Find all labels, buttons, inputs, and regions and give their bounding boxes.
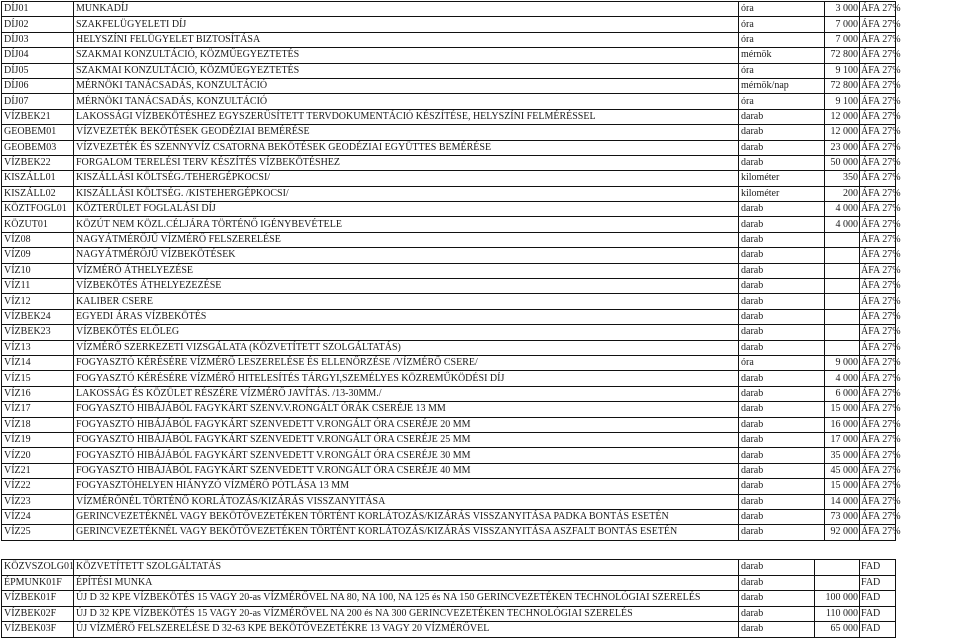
price-list-body bbox=[2, 2, 901, 541]
unit-cell: darab bbox=[739, 325, 825, 340]
description-cell: NAGYÁTMÉRŐJŰ VÍZBEKÖTÉSEK bbox=[74, 248, 739, 263]
unit-cell: darab bbox=[739, 263, 825, 278]
vat-cell: ÁFA 27% bbox=[860, 202, 896, 217]
table-row bbox=[2, 463, 896, 478]
description-cell: VÍZVEZETÉK ÉS SZENNYVÍZ CSATORNA BEKÖTÉSEK GEODÉZIAI EGYÜTTES BEMÉRÉSE bbox=[74, 140, 739, 155]
unit-cell: óra bbox=[739, 63, 825, 78]
item-code-cell: VÍZBEK02F bbox=[2, 606, 74, 622]
price-cell: 7 000 bbox=[825, 17, 860, 32]
item-code-cell: VÍZ18 bbox=[2, 417, 74, 432]
price-cell: 15 000 bbox=[825, 479, 860, 494]
table-row bbox=[2, 479, 896, 494]
item-code-cell: DÍJ03 bbox=[2, 32, 74, 47]
unit-cell: darab bbox=[739, 279, 825, 294]
price-cell bbox=[825, 232, 860, 247]
description-cell: ÚJ VÍZMÉRŐ FELSZERELÉSE D 32-63 KPE BEKÖTŐVEZETÉKRE 13 VAGY 20 VÍZMÉRŐVEL bbox=[74, 622, 739, 638]
description-cell: VÍZMÉRŐ ÁTHELYEZÉSE bbox=[74, 263, 739, 278]
description-cell: NAGYÁTMÉRŐJŰ VÍZMÉRŐ FELSZERELÉSE bbox=[74, 232, 739, 247]
description-cell: FOGYASZTÓ HIBÁJÁBÓL FAGYKÁRT SZENVEDETT V.RONGÁLT ÓRA CSERÉJE 40 MM bbox=[74, 463, 739, 478]
vat-cell: ÁFA 27% bbox=[860, 494, 896, 509]
item-code-cell: DÍJ07 bbox=[2, 94, 74, 109]
vat-cell: ÁFA 27% bbox=[860, 32, 896, 47]
price-cell: 9 000 bbox=[825, 355, 860, 370]
table-row bbox=[2, 560, 896, 576]
item-code-cell: KÖZTFOGL01 bbox=[2, 202, 74, 217]
description-cell: FOGYASZTÓ HIBÁJÁBÓL FAGYKÁRT SZENVEDETT V.RONGÁLT ÓRA CSERÉJE 25 MM bbox=[74, 432, 739, 447]
vat-cell: ÁFA 27% bbox=[860, 371, 896, 386]
price-cell: 4 000 bbox=[825, 217, 860, 232]
unit-cell: darab bbox=[739, 448, 825, 463]
table-row bbox=[2, 575, 896, 591]
unit-cell: óra bbox=[739, 32, 825, 47]
unit-cell: darab bbox=[739, 509, 825, 524]
unit-cell: darab bbox=[739, 386, 825, 401]
price-cell: 73 000 bbox=[825, 509, 860, 524]
unit-cell: óra bbox=[739, 2, 825, 17]
table-row bbox=[2, 202, 896, 217]
table-row bbox=[2, 248, 896, 263]
price-cell bbox=[825, 340, 860, 355]
unit-cell: óra bbox=[739, 355, 825, 370]
item-code-cell: VÍZ14 bbox=[2, 355, 74, 370]
intermediated-services-body bbox=[2, 560, 896, 638]
price-cell: 6 000 bbox=[825, 386, 860, 401]
description-cell: ÉPÍTÉSI MUNKA bbox=[74, 575, 739, 591]
table-row bbox=[2, 232, 896, 247]
description-cell: ÚJ D 32 KPE VÍZBEKÖTÉS 15 VAGY 20-as VÍZMÉRŐVEL NA 80, NA 100, NA 125 és NA 150 GERINCVEZETÉKEN TECHNOLÓGIAI SZERELÉS bbox=[74, 591, 739, 607]
price-cell: 12 000 bbox=[825, 109, 860, 124]
price-cell: 9 100 bbox=[825, 63, 860, 78]
table-row bbox=[2, 140, 896, 155]
table-row bbox=[2, 402, 896, 417]
price-cell: 35 000 bbox=[825, 448, 860, 463]
item-code-cell: VÍZ19 bbox=[2, 432, 74, 447]
price-cell: 17 000 bbox=[825, 432, 860, 447]
table-row bbox=[2, 591, 896, 607]
item-code-cell: VÍZ20 bbox=[2, 448, 74, 463]
vat-cell: ÁFA 27% bbox=[860, 155, 896, 170]
description-cell: FORGALOM TERELÉSI TERV KÉSZÍTÉS VÍZBEKÖTÉSHEZ bbox=[74, 155, 739, 170]
vat-cell: FAD bbox=[860, 606, 896, 622]
vat-cell: FAD bbox=[860, 622, 896, 638]
price-cell: 200 bbox=[825, 186, 860, 201]
item-code-cell: VÍZ13 bbox=[2, 340, 74, 355]
table-row bbox=[2, 525, 896, 540]
item-code-cell: GEOBEM03 bbox=[2, 140, 74, 155]
description-cell: FOGYASZTÓ HIBÁJÁBÓL FAGYKÁRT SZENV.V.RONGÁLT ÓRÁK CSERÉJE 13 MM bbox=[74, 402, 739, 417]
vat-cell: ÁFA 27% bbox=[860, 109, 896, 124]
unit-cell: darab bbox=[739, 417, 825, 432]
vat-cell: ÁFA 27% bbox=[860, 186, 896, 201]
intermediated-services-table bbox=[1, 559, 896, 638]
table-row bbox=[2, 171, 896, 186]
table-row bbox=[2, 63, 896, 78]
description-cell: KISZÁLLÁSI KÖLTSÉG. /KISTEHERGÉPKOCSI/ bbox=[74, 186, 739, 201]
item-code-cell: VÍZ25 bbox=[2, 525, 74, 540]
table-row bbox=[2, 494, 896, 509]
vat-cell: ÁFA 27% bbox=[860, 448, 896, 463]
vat-cell: ÁFA 27% bbox=[860, 78, 896, 93]
item-code-cell: DÍJ06 bbox=[2, 78, 74, 93]
table-row bbox=[2, 17, 896, 32]
unit-cell: darab bbox=[739, 402, 825, 417]
price-cell: 110 000 bbox=[815, 606, 860, 622]
description-cell: MÉRNÖKI TANÁCSADÁS, KONZULTÁCIÓ bbox=[74, 78, 739, 93]
price-cell: 65 000 bbox=[815, 622, 860, 638]
vat-cell: ÁFA 27% bbox=[860, 525, 896, 540]
price-cell bbox=[825, 325, 860, 340]
unit-cell: darab bbox=[739, 432, 825, 447]
table-row bbox=[2, 125, 896, 140]
item-code-cell: VÍZ08 bbox=[2, 232, 74, 247]
unit-cell: darab bbox=[739, 109, 825, 124]
price-cell: 3 000 bbox=[825, 2, 860, 17]
vat-cell: ÁFA 27% bbox=[860, 63, 896, 78]
unit-cell: mérnök bbox=[739, 48, 825, 63]
price-cell: 15 000 bbox=[825, 402, 860, 417]
price-cell: 72 800 bbox=[825, 78, 860, 93]
item-code-cell: GEOBEM01 bbox=[2, 125, 74, 140]
item-code-cell: VÍZBEK23 bbox=[2, 325, 74, 340]
unit-cell: darab bbox=[739, 155, 825, 170]
description-cell: VÍZVEZETÉK BEKÖTÉSEK GEODÉZIAI BEMÉRÉSE bbox=[74, 125, 739, 140]
unit-cell: mérnök/nap bbox=[739, 78, 825, 93]
vat-cell: ÁFA 27% bbox=[860, 463, 896, 478]
description-cell: KÖZÚT NEM KÖZL.CÉLJÁRA TÖRTÉNŐ IGÉNYBEVÉTELE bbox=[74, 217, 739, 232]
item-code-cell: DÍJ02 bbox=[2, 17, 74, 32]
price-cell bbox=[825, 263, 860, 278]
table-row bbox=[2, 94, 896, 109]
price-cell: 7 000 bbox=[825, 32, 860, 47]
price-cell: 9 100 bbox=[825, 94, 860, 109]
vat-cell: ÁFA 27% bbox=[860, 125, 896, 140]
vat-cell: FAD bbox=[860, 591, 896, 607]
item-code-cell: VÍZ21 bbox=[2, 463, 74, 478]
item-code-cell: KISZÁLL01 bbox=[2, 171, 74, 186]
item-code-cell: VÍZBEK03F bbox=[2, 622, 74, 638]
unit-cell: darab bbox=[739, 371, 825, 386]
item-code-cell: DÍJ04 bbox=[2, 48, 74, 63]
item-code-cell: VÍZBEK24 bbox=[2, 309, 74, 324]
description-cell: SZAKMAI KONZULTÁCIÓ, KÖZMŰEGYEZTETÉS bbox=[74, 63, 739, 78]
unit-cell: darab bbox=[739, 294, 825, 309]
description-cell: VÍZMÉRŐ SZERKEZETI VIZSGÁLATA (KÖZVETÍTETT SZOLGÁLTATÁS) bbox=[74, 340, 739, 355]
vat-cell: ÁFA 27% bbox=[860, 140, 896, 155]
item-code-cell: VÍZ10 bbox=[2, 263, 74, 278]
item-code-cell: VÍZ17 bbox=[2, 402, 74, 417]
description-cell: GERINCVEZETÉKNÉL VAGY BEKÖTŐVEZETÉKEN TÖRTÉNT KORLÁTOZÁS/KIZÁRÁS VISSZANYITÁSA PADKA BONTÁS ESETÉN bbox=[74, 509, 739, 524]
vat-cell: ÁFA 27% bbox=[860, 2, 896, 17]
table-row bbox=[2, 448, 896, 463]
vat-cell: ÁFA 27% bbox=[860, 340, 896, 355]
description-cell: VÍZBEKÖTÉS ELŐLEG bbox=[74, 325, 739, 340]
description-cell: HELYSZÍNI FELÜGYELET BIZTOSÍTÁSA bbox=[74, 32, 739, 47]
description-cell: KALIBER CSERE bbox=[74, 294, 739, 309]
table-row bbox=[2, 325, 896, 340]
description-cell: SZAKMAI KONZULTÁCIÓ, KÖZMŰEGYEZTETÉS bbox=[74, 48, 739, 63]
unit-cell: darab bbox=[739, 248, 825, 263]
price-cell: 45 000 bbox=[825, 463, 860, 478]
table-row bbox=[2, 2, 896, 17]
vat-cell: ÁFA 27% bbox=[860, 48, 896, 63]
description-cell: KÖZVETÍTETT SZOLGÁLTATÁS bbox=[74, 560, 739, 576]
item-code-cell: KÖZVSZOLG01 bbox=[2, 560, 74, 576]
price-cell: 72 800 bbox=[825, 48, 860, 63]
vat-cell: ÁFA 27% bbox=[860, 263, 896, 278]
description-cell: LAKOSSÁGI VÍZBEKÖTÉSHEZ EGYSZERŰSÍTETT TERVDOKUMENTÁCIÓ KÉSZÍTÉSE, HELYSZÍNI FELMÉRÉSSEL bbox=[74, 109, 739, 124]
vat-cell: ÁFA 27% bbox=[860, 94, 896, 109]
table-row bbox=[2, 32, 896, 47]
item-code-cell: VÍZ09 bbox=[2, 248, 74, 263]
price-cell: 14 000 bbox=[825, 494, 860, 509]
table-row bbox=[2, 186, 896, 201]
item-code-cell: VÍZ23 bbox=[2, 494, 74, 509]
unit-cell: kilométer bbox=[739, 186, 825, 201]
description-cell: GERINCVEZETÉKNÉL VAGY BEKÖTŐVEZETÉKEN TÖRTÉNT KORLÁTOZÁS/KIZÁRÁS VISSZANYITÁSA ASZFALT BONTÁS ESETÉN bbox=[74, 525, 739, 540]
price-cell bbox=[825, 294, 860, 309]
table-row bbox=[2, 217, 896, 232]
description-cell: EGYEDI ÁRAS VÍZBEKÖTÉS bbox=[74, 309, 739, 324]
vat-cell: ÁFA 27% bbox=[860, 355, 896, 370]
description-cell: FOGYASZTÓ KÉRÉSÉRE VÍZMÉRŐ HITELESÍTÉS TÁRGYI,SZEMÉLYES KÖZREMŰKÖDÉSI DÍJ bbox=[74, 371, 739, 386]
price-cell: 350 bbox=[825, 171, 860, 186]
table-row bbox=[2, 294, 896, 309]
item-code-cell: VÍZ22 bbox=[2, 479, 74, 494]
description-cell: SZAKFELÜGYELETI DÍJ bbox=[74, 17, 739, 32]
unit-cell: darab bbox=[739, 340, 825, 355]
vat-cell: ÁFA 27% bbox=[860, 309, 896, 324]
unit-cell: darab bbox=[739, 525, 825, 540]
price-cell: 4 000 bbox=[825, 371, 860, 386]
unit-cell: darab bbox=[739, 479, 825, 494]
item-code-cell: KÖZUT01 bbox=[2, 217, 74, 232]
unit-cell: darab bbox=[739, 125, 825, 140]
table-row bbox=[2, 48, 896, 63]
unit-cell: darab bbox=[739, 494, 825, 509]
description-cell: FOGYASZTÓ HIBÁJÁBÓL FAGYKÁRT SZENVEDETT V.RONGÁLT ÓRA CSERÉJE 20 MM bbox=[74, 417, 739, 432]
price-cell: 4 000 bbox=[825, 202, 860, 217]
vat-cell: ÁFA 27% bbox=[860, 386, 896, 401]
vat-cell: ÁFA 27% bbox=[860, 479, 896, 494]
table-row bbox=[2, 309, 896, 324]
description-cell: FOGYASZTÓHELYEN HIÁNYZÓ VÍZMÉRŐ PÓTLÁSA 13 MM bbox=[74, 479, 739, 494]
unit-cell: darab bbox=[739, 463, 825, 478]
table-row bbox=[2, 622, 896, 638]
description-cell: ÚJ D 32 KPE VÍZBEKÖTÉS 15 VAGY 20-as VÍZMÉRŐVEL NA 200 és NA 300 GERINCVEZETÉKEN TECHNOLÓGIAI SZERELÉS bbox=[74, 606, 739, 622]
description-cell: LAKOSSÁG ÉS KÖZÜLET RÉSZÉRE VÍZMÉRŐ JAVÍTÁS. /13-30MM./ bbox=[74, 386, 739, 401]
price-cell: 50 000 bbox=[825, 155, 860, 170]
vat-cell: ÁFA 27% bbox=[860, 294, 896, 309]
table-row bbox=[2, 340, 896, 355]
price-cell: 92 000 bbox=[825, 525, 860, 540]
price-cell bbox=[825, 279, 860, 294]
price-cell bbox=[815, 575, 860, 591]
item-code-cell: DÍJ05 bbox=[2, 63, 74, 78]
unit-cell: kilométer bbox=[739, 171, 825, 186]
table-row bbox=[2, 279, 896, 294]
table-row bbox=[2, 371, 896, 386]
price-cell bbox=[825, 309, 860, 324]
table-row bbox=[2, 155, 896, 170]
table-row bbox=[2, 386, 896, 401]
item-code-cell: VÍZBEK01F bbox=[2, 591, 74, 607]
item-code-cell: VÍZ16 bbox=[2, 386, 74, 401]
vat-cell: ÁFA 27% bbox=[860, 325, 896, 340]
unit-cell: darab bbox=[739, 560, 815, 576]
vat-cell: ÁFA 27% bbox=[860, 171, 896, 186]
price-cell: 12 000 bbox=[825, 125, 860, 140]
table-row bbox=[2, 432, 896, 447]
table-row bbox=[2, 509, 896, 524]
unit-cell: darab bbox=[739, 622, 815, 638]
description-cell: VÍZMÉRŐNÉL TÖRTÉNŐ KORLÁTOZÁS/KIZÁRÁS VISSZANYITÁSA bbox=[74, 494, 739, 509]
vat-cell: ÁFA 27% bbox=[860, 417, 896, 432]
price-cell: 16 000 bbox=[825, 417, 860, 432]
unit-cell: darab bbox=[739, 202, 825, 217]
item-code-cell: VÍZBEK22 bbox=[2, 155, 74, 170]
unit-cell: darab bbox=[739, 217, 825, 232]
vat-cell: FAD bbox=[860, 560, 896, 576]
item-code-cell: KISZÁLL02 bbox=[2, 186, 74, 201]
price-cell bbox=[825, 248, 860, 263]
item-code-cell: VÍZ11 bbox=[2, 279, 74, 294]
description-cell: FOGYASZTÓ HIBÁJÁBÓL FAGYKÁRT SZENVEDETT V.RONGÁLT ÓRA CSERÉJE 30 MM bbox=[74, 448, 739, 463]
table-row bbox=[2, 417, 896, 432]
vat-cell: ÁFA 27% bbox=[860, 402, 896, 417]
description-cell: MUNKADÍJ bbox=[74, 2, 739, 17]
unit-cell: darab bbox=[739, 309, 825, 324]
table-row bbox=[2, 78, 896, 93]
vat-cell: ÁFA 27% bbox=[860, 248, 896, 263]
description-cell: VÍZBEKÖTÉS ÁTHELYEZEZÉSE bbox=[74, 279, 739, 294]
vat-cell: ÁFA 27% bbox=[860, 17, 896, 32]
description-cell: MÉRNÖKI TANÁCSADÁS, KONZULTÁCIÓ bbox=[74, 94, 739, 109]
item-code-cell: VÍZ15 bbox=[2, 371, 74, 386]
vat-cell: ÁFA 27% bbox=[860, 509, 896, 524]
unit-cell: óra bbox=[739, 94, 825, 109]
table-row bbox=[2, 263, 896, 278]
price-list-table bbox=[1, 1, 901, 541]
price-cell: 100 000 bbox=[815, 591, 860, 607]
vat-cell: ÁFA 27% bbox=[860, 432, 896, 447]
table-row bbox=[2, 355, 896, 370]
unit-cell: darab bbox=[739, 140, 825, 155]
unit-cell: óra bbox=[739, 17, 825, 32]
unit-cell: darab bbox=[739, 606, 815, 622]
unit-cell: darab bbox=[739, 591, 815, 607]
unit-cell: darab bbox=[739, 232, 825, 247]
price-cell bbox=[815, 560, 860, 576]
vat-cell: ÁFA 27% bbox=[860, 232, 896, 247]
description-cell: KISZÁLLÁSI KÖLTSÉG./TEHERGÉPKOCSI/ bbox=[74, 171, 739, 186]
item-code-cell: DÍJ01 bbox=[2, 2, 74, 17]
vat-cell: ÁFA 27% bbox=[860, 217, 896, 232]
vat-cell: ÁFA 27% bbox=[860, 279, 896, 294]
description-cell: KÖZTERÜLET FOGLALÁSI DÍJ bbox=[74, 202, 739, 217]
unit-cell: darab bbox=[739, 575, 815, 591]
item-code-cell: VÍZBEK21 bbox=[2, 109, 74, 124]
table-row bbox=[2, 606, 896, 622]
table-row bbox=[2, 109, 896, 124]
item-code-cell: VÍZ12 bbox=[2, 294, 74, 309]
item-code-cell: ÉPMUNK01F bbox=[2, 575, 74, 591]
price-cell: 23 000 bbox=[825, 140, 860, 155]
item-code-cell: VÍZ24 bbox=[2, 509, 74, 524]
vat-cell: FAD bbox=[860, 575, 896, 591]
description-cell: FOGYASZTÓ KÉRÉSÉRE VÍZMÉRŐ LESZERELÉSE ÉS ELLENŐRZÉSE /VÍZMÉRŐ CSERE/ bbox=[74, 355, 739, 370]
